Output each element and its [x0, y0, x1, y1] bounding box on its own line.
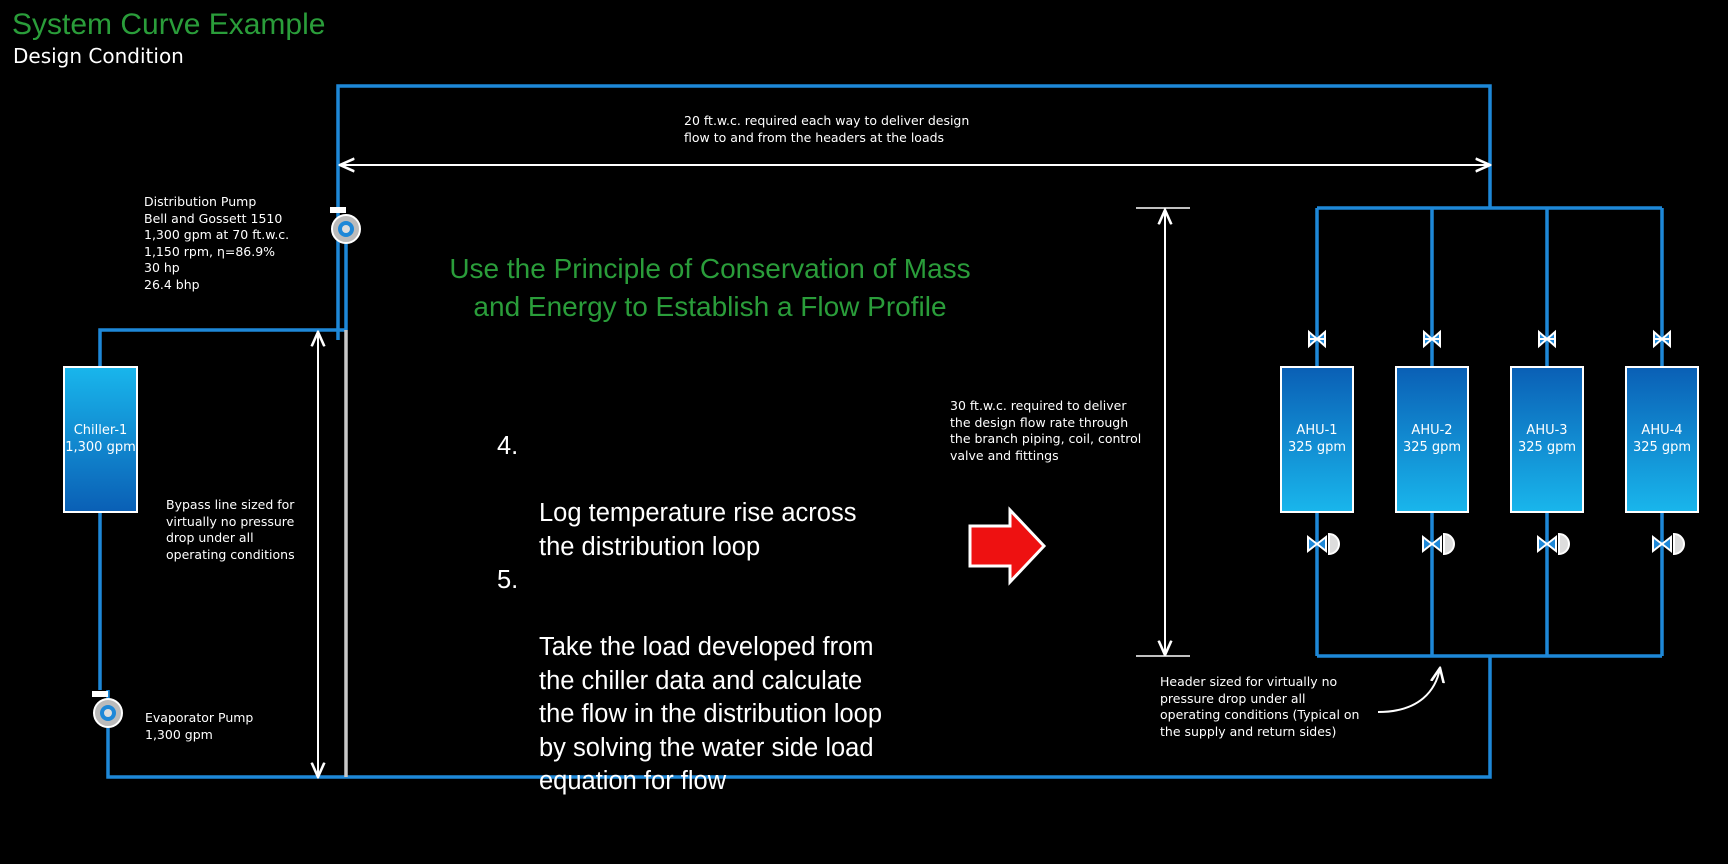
steps-list [497, 430, 937, 799]
step-4 [497, 430, 937, 564]
distribution-pump-note: Distribution Pump Bell and Gossett 1510 1,300 gpm at 70 ft.w.c. 1,150 rpm, η=86.9% 30 hp 26.4 bhp [144, 194, 290, 292]
evaporator-pump-icon [92, 691, 122, 727]
top-span-note: 20 ft.w.c. required each way to deliver design flow to and from the headers at the loads [684, 113, 970, 145]
step-number: 4. [497, 432, 519, 460]
page-title: System Curve Example [12, 8, 326, 41]
step-text: Take the load developed from the chiller data and calculate the flow in the distribution loop by solving the water side load equation for flow [539, 633, 883, 795]
page-subtitle: Design Condition [13, 44, 184, 68]
step-text: Log temperature rise across the distribution loop [539, 499, 857, 561]
red-arrow-icon [970, 510, 1044, 582]
header-callout-arrow [1378, 668, 1440, 712]
ahu-4-label: AHU-4 325 gpm [1632, 423, 1692, 455]
balancing-valve-icon [1309, 332, 1670, 346]
ahu-2-label: AHU-2 325 gpm [1402, 423, 1462, 455]
step-number: 5. [497, 566, 519, 594]
branch-note: 30 ft.w.c. required to deliver the design flow rate through the branch piping, coil, control valve and fittings [950, 398, 1142, 463]
evaporator-pump-note: Evaporator Pump 1,300 gpm [145, 710, 254, 742]
header-note: Header sized for virtually no pressure drop under all operating conditions (Typical on the supply and return sides) [1160, 674, 1360, 739]
chiller-top-pipe [100, 330, 346, 367]
distribution-pump-icon [330, 207, 360, 243]
control-valve-icon [1308, 534, 1684, 554]
chiller-label: Chiller-1 1,300 gpm [65, 423, 136, 455]
bypass-note: Bypass line sized for virtually no pressure drop under all operating conditions [166, 497, 295, 562]
headline: Use the Principle of Conservation of Mass and Energy to Establish a Flow Profile [449, 253, 971, 322]
step-5 [497, 564, 937, 799]
ahu-1-label: AHU-1 325 gpm [1287, 423, 1347, 455]
ahu-3-label: AHU-3 325 gpm [1517, 423, 1577, 455]
